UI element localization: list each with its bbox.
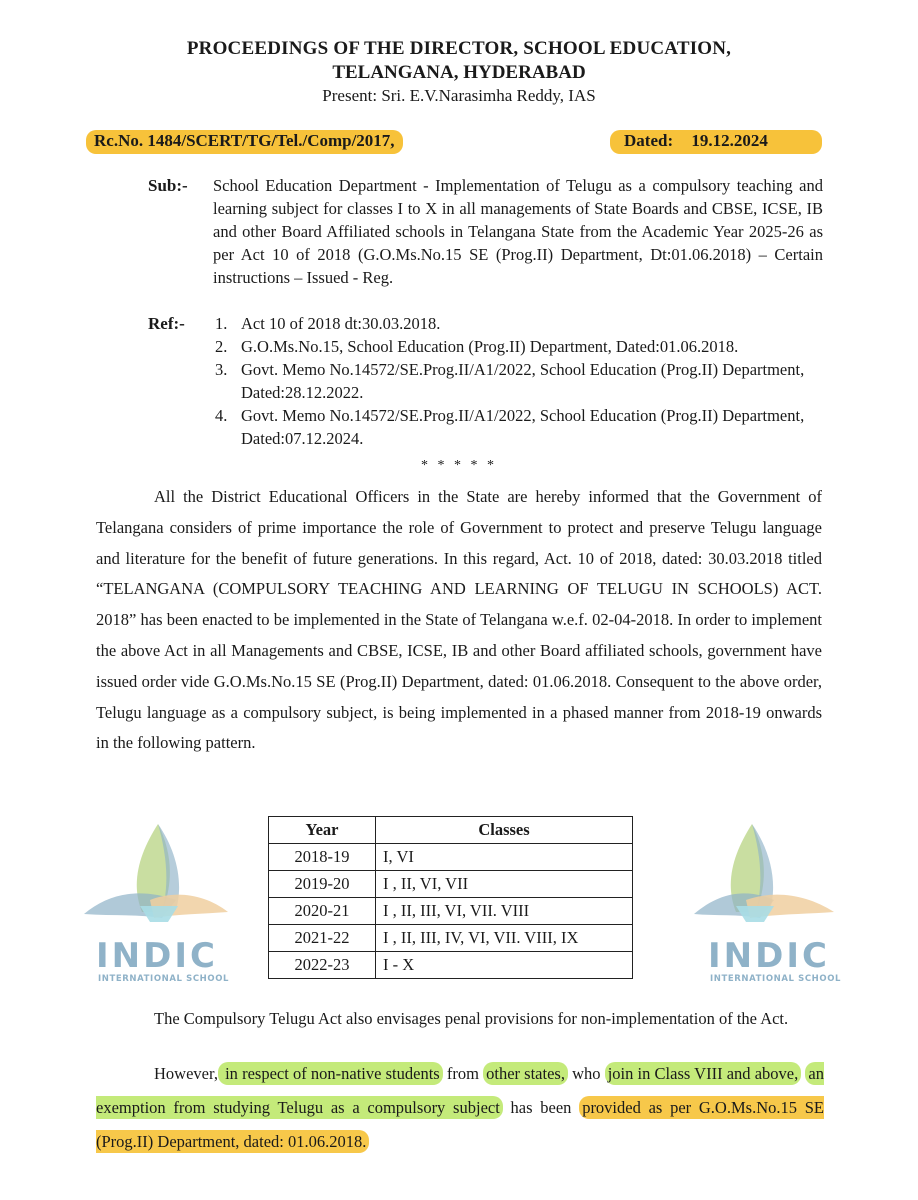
cell-classes: I , II, III, IV, VI, VII. VIII, IX xyxy=(376,925,633,952)
reference-num: 1. xyxy=(215,314,228,333)
logo-subtitle: INTERNATIONAL SCHOOL xyxy=(710,974,842,984)
reference-num: 3. xyxy=(215,360,228,379)
column-header-classes: Classes xyxy=(376,817,633,844)
highlight-go-reference: provided as per G.O.Ms.No.15 SE (Prog.II) Department, dated: 01.06.2018. xyxy=(96,1098,824,1151)
cell-classes: I, VI xyxy=(376,844,633,871)
header-title-line2: TELANGANA, HYDERABAD xyxy=(332,62,586,83)
separator-stars: * * * * * xyxy=(421,458,497,473)
text-segment: from xyxy=(442,1064,484,1083)
logo-mark-icon xyxy=(80,822,230,932)
references-list xyxy=(215,312,825,450)
reference-num: 4. xyxy=(215,406,228,425)
subject-label: Sub:- xyxy=(148,176,188,195)
header-title-line1: PROCEEDINGS OF THE DIRECTOR, SCHOOL EDUCATION, xyxy=(186,38,732,59)
logo-mark-icon xyxy=(694,822,844,932)
text-segment: However, xyxy=(154,1064,218,1083)
watermark-logo-left xyxy=(80,822,230,982)
reference-item xyxy=(215,312,825,335)
penal-provisions-paragraph: The Compulsory Telugu Act also envisages penal provisions for non-implementation of the Act. xyxy=(154,1009,789,1028)
highlight-non-native: in respect of non-native students xyxy=(218,1062,443,1085)
cell-year: 2018-19 xyxy=(269,844,376,871)
reference-text: G.O.Ms.No.15, School Education (Prog.II) Department, Dated:01.06.2018. xyxy=(241,337,739,356)
logo-word: INDIC xyxy=(96,936,218,976)
reference-item xyxy=(215,335,825,358)
cell-classes: I , II, VI, VII xyxy=(376,871,633,898)
cell-year: 2019-20 xyxy=(269,871,376,898)
table-row xyxy=(269,844,633,871)
logo-word: INDIC xyxy=(708,936,830,976)
reference-text: Govt. Memo No.14572/SE.Prog.II/A1/2022, School Education (Prog.II) Department, Dated:28.12.2022. xyxy=(241,360,805,402)
highlight-exemption: an exemption from studying Telugu as a compulsory subject xyxy=(96,1064,824,1117)
implementation-table xyxy=(268,816,633,979)
logo-subtitle: INTERNATIONAL SCHOOL xyxy=(98,974,230,984)
exemption-paragraph xyxy=(96,1057,824,1159)
reference-item xyxy=(215,404,825,450)
cell-year: 2021-22 xyxy=(269,925,376,952)
table-row xyxy=(269,952,633,979)
cell-classes: I - X xyxy=(376,952,633,979)
cell-year: 2020-21 xyxy=(269,898,376,925)
dated-field xyxy=(610,130,822,154)
watermark-logo-right xyxy=(694,822,844,982)
highlight-class-viii: join in Class VIII and above, xyxy=(605,1062,802,1085)
table-row xyxy=(269,925,633,952)
dated-label: Dated: xyxy=(624,131,674,150)
reference-text: Act 10 of 2018 dt:30.03.2018. xyxy=(241,314,441,333)
table-header-row xyxy=(269,817,633,844)
subject-text: School Education Department - Implementation of Telugu as a compulsory teaching and learning subject for classes I to X in all managements of State Boards and CBSE, ICSE, IB and other Board Affiliated schools in Telangana State from the Academic Year 2025-26 as per Act 10 of 2018 (G.O.Ms.No.15 SE (Prog.II) Department, Dt:01.06.2018) – Certain instructions – Issued - Reg. xyxy=(213,176,823,287)
header-present: Present: Sri. E.V.Narasimha Reddy, IAS xyxy=(322,86,596,105)
highlight-other-states: other states, xyxy=(483,1062,568,1085)
table-row xyxy=(269,898,633,925)
dated-value: 19.12.2024 xyxy=(691,131,768,150)
reference-text: Govt. Memo No.14572/SE.Prog.II/A1/2022, School Education (Prog.II) Department, Dated:07.12.2024. xyxy=(241,406,805,448)
cell-year: 2022-23 xyxy=(269,952,376,979)
reference-number: Rc.No. 1484/SCERT/TG/Tel./Comp/2017, xyxy=(86,130,403,154)
column-header-year: Year xyxy=(269,817,376,844)
text-segment: who xyxy=(567,1064,605,1083)
reference-num: 2. xyxy=(215,337,228,356)
cell-classes: I , II, III, VI, VII. VIII xyxy=(376,898,633,925)
body-paragraph: All the District Educational Officers in the State are hereby informed that the Government of Telangana considers of prime importance the role of Government to protect and preserve Telugu language and literature for the benefit of future generations. In this regard, Act. 10 of 2018, dated: 30.03.2018 titled “TELANGANA (COMPULSORY TEACHING AND LEARNING OF TELUGU IN SCHOOLS) ACT. 2018” has been enacted to be implemented in the State of Telangana w.e.f. 02-04-2018. In order to implement the above Act in all Managements and CBSE, ICSE, IB and other Board affiliated schools, government have issued order vide G.O.Ms.No.15 SE (Prog.II) Department, dated: 01.06.2018. Consequent to the above order, Telugu language as a compulsory subject, is being implemented in a phased manner from 2018-19 onwards in the following pattern. xyxy=(96,487,822,753)
reference-item xyxy=(215,358,825,404)
table-row xyxy=(269,871,633,898)
references-label: Ref:- xyxy=(148,314,185,333)
text-segment: has been xyxy=(502,1098,580,1117)
